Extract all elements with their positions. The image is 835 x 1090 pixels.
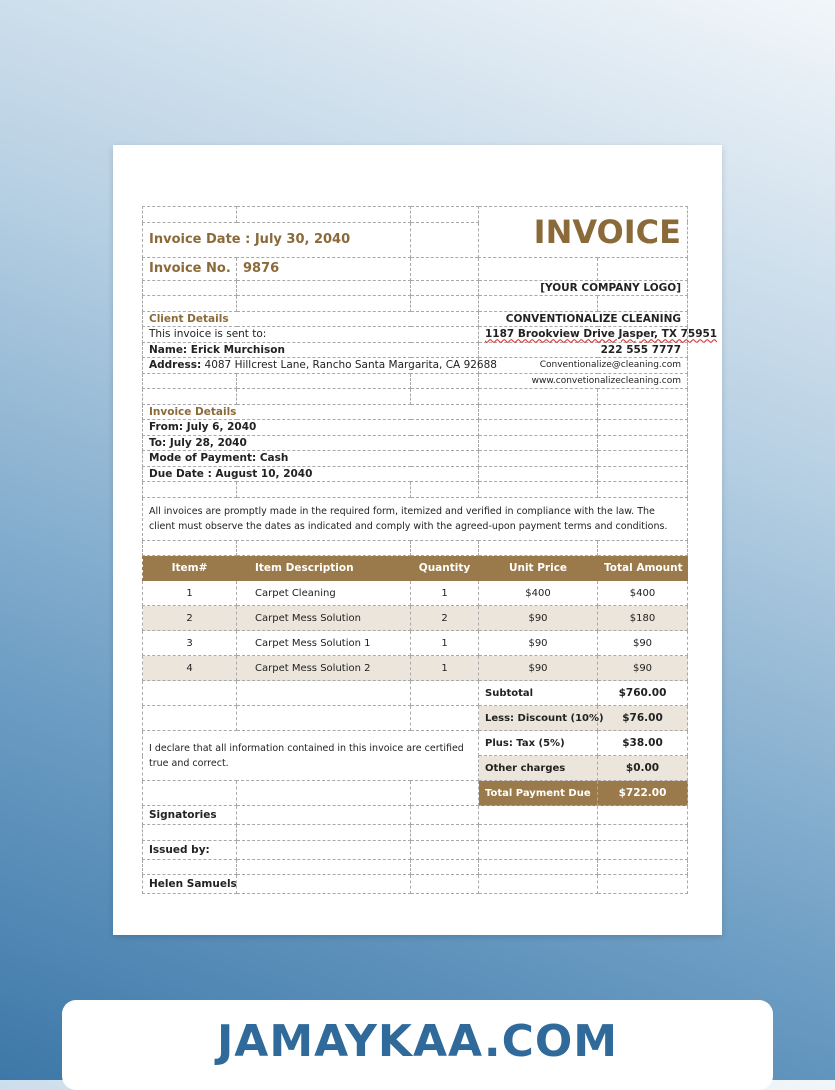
header-total-amount: Total Amount — [598, 556, 688, 581]
client-name: Erick Murchison — [190, 343, 285, 356]
item-unit-price: $90 — [479, 606, 598, 631]
header-item-description: Item Description — [237, 556, 411, 581]
discount-value: $76.00 — [598, 706, 688, 731]
invoice-number-label: Invoice No. — [143, 257, 237, 280]
table-row — [143, 656, 688, 681]
item-quantity: 1 — [411, 631, 479, 656]
item-description: Carpet Cleaning — [237, 581, 411, 606]
total-due-label: Total Payment Due — [479, 781, 598, 806]
declaration-text: I declare that all information contained in this invoice are certified true and correct. — [143, 731, 479, 781]
company-address: 1187 Brookview Drive Jasper, TX 75951 — [485, 328, 718, 341]
item-description: Carpet Mess Solution — [237, 606, 411, 631]
items-header-row — [143, 556, 688, 581]
company-phone: 222 555 7777 — [479, 342, 688, 358]
item-total: $90 — [598, 656, 688, 681]
item-description: Carpet Mess Solution 2 — [237, 656, 411, 681]
item-quantity: 1 — [411, 656, 479, 681]
tax-label: Plus: Tax (5%) — [479, 731, 598, 756]
details-from: From: July 6, 2040 — [143, 420, 479, 436]
footer-banner — [62, 1000, 773, 1090]
client-sent-to: This invoice is sent to: — [143, 327, 479, 343]
invoice-date: Invoice Date : July 30, 2040 — [143, 222, 411, 257]
invoice-details-heading: Invoice Details — [143, 404, 479, 420]
item-description: Carpet Mess Solution 1 — [237, 631, 411, 656]
subtotal-label: Subtotal — [479, 681, 598, 706]
client-address-line: Address: 4087 Hillcrest Lane, Rancho Santa Margarita, CA 92688 — [143, 358, 479, 374]
client-address: 4087 Hillcrest Lane, Rancho Santa Margarita, CA 92688 — [204, 359, 497, 372]
tax-value: $38.00 — [598, 731, 688, 756]
brand-logo-text: JAMAYKAA.COM — [216, 1016, 619, 1067]
other-charges-value: $0.00 — [598, 756, 688, 781]
company-website: www.convetionalizecleaning.com — [479, 373, 688, 389]
client-name-line: Name: Erick Murchison — [143, 342, 479, 358]
details-to: To: July 28, 2040 — [143, 435, 479, 451]
item-total: $180 — [598, 606, 688, 631]
item-unit-price: $90 — [479, 656, 598, 681]
signatory-name: Helen Samuels — [143, 875, 237, 894]
item-unit-price: $90 — [479, 631, 598, 656]
details-payment: Mode of Payment: Cash — [143, 451, 479, 467]
company-logo-placeholder: [YOUR COMPANY LOGO] — [479, 280, 688, 296]
item-total: $90 — [598, 631, 688, 656]
discount-label: Less: Discount (10%) — [479, 706, 598, 731]
item-quantity: 2 — [411, 606, 479, 631]
issued-by-label: Issued by: — [143, 840, 237, 859]
item-number: 1 — [143, 581, 237, 606]
subtotal-value: $760.00 — [598, 681, 688, 706]
company-name: CONVENTIONALIZE CLEANING — [479, 311, 688, 327]
item-number: 4 — [143, 656, 237, 681]
table-row — [143, 631, 688, 656]
header-item-number: Item# — [143, 556, 237, 581]
item-quantity: 1 — [411, 581, 479, 606]
terms-text: All invoices are promptly made in the required form, itemized and verified in compliance with the law. The client must observe the dates as indicated and comply with the agreed-upon payment terms and conditions. — [143, 497, 688, 540]
item-total: $400 — [598, 581, 688, 606]
other-charges-label: Other charges — [479, 756, 598, 781]
client-details-heading: Client Details — [143, 311, 479, 327]
invoice-page — [113, 145, 722, 935]
item-unit-price: $400 — [479, 581, 598, 606]
signatories-heading: Signatories — [143, 806, 237, 825]
total-due-value: $722.00 — [598, 781, 688, 806]
table-row — [143, 606, 688, 631]
item-number: 2 — [143, 606, 237, 631]
header-unit-price: Unit Price — [479, 556, 598, 581]
company-email: Conventionalize@cleaning.com — [479, 358, 688, 374]
invoice-title: INVOICE — [479, 207, 688, 258]
invoice-sheet — [142, 206, 718, 894]
item-number: 3 — [143, 631, 237, 656]
details-due-date: Due Date : August 10, 2040 — [143, 466, 479, 482]
header-quantity: Quantity — [411, 556, 479, 581]
table-row — [143, 581, 688, 606]
invoice-number: 9876 — [237, 257, 411, 280]
